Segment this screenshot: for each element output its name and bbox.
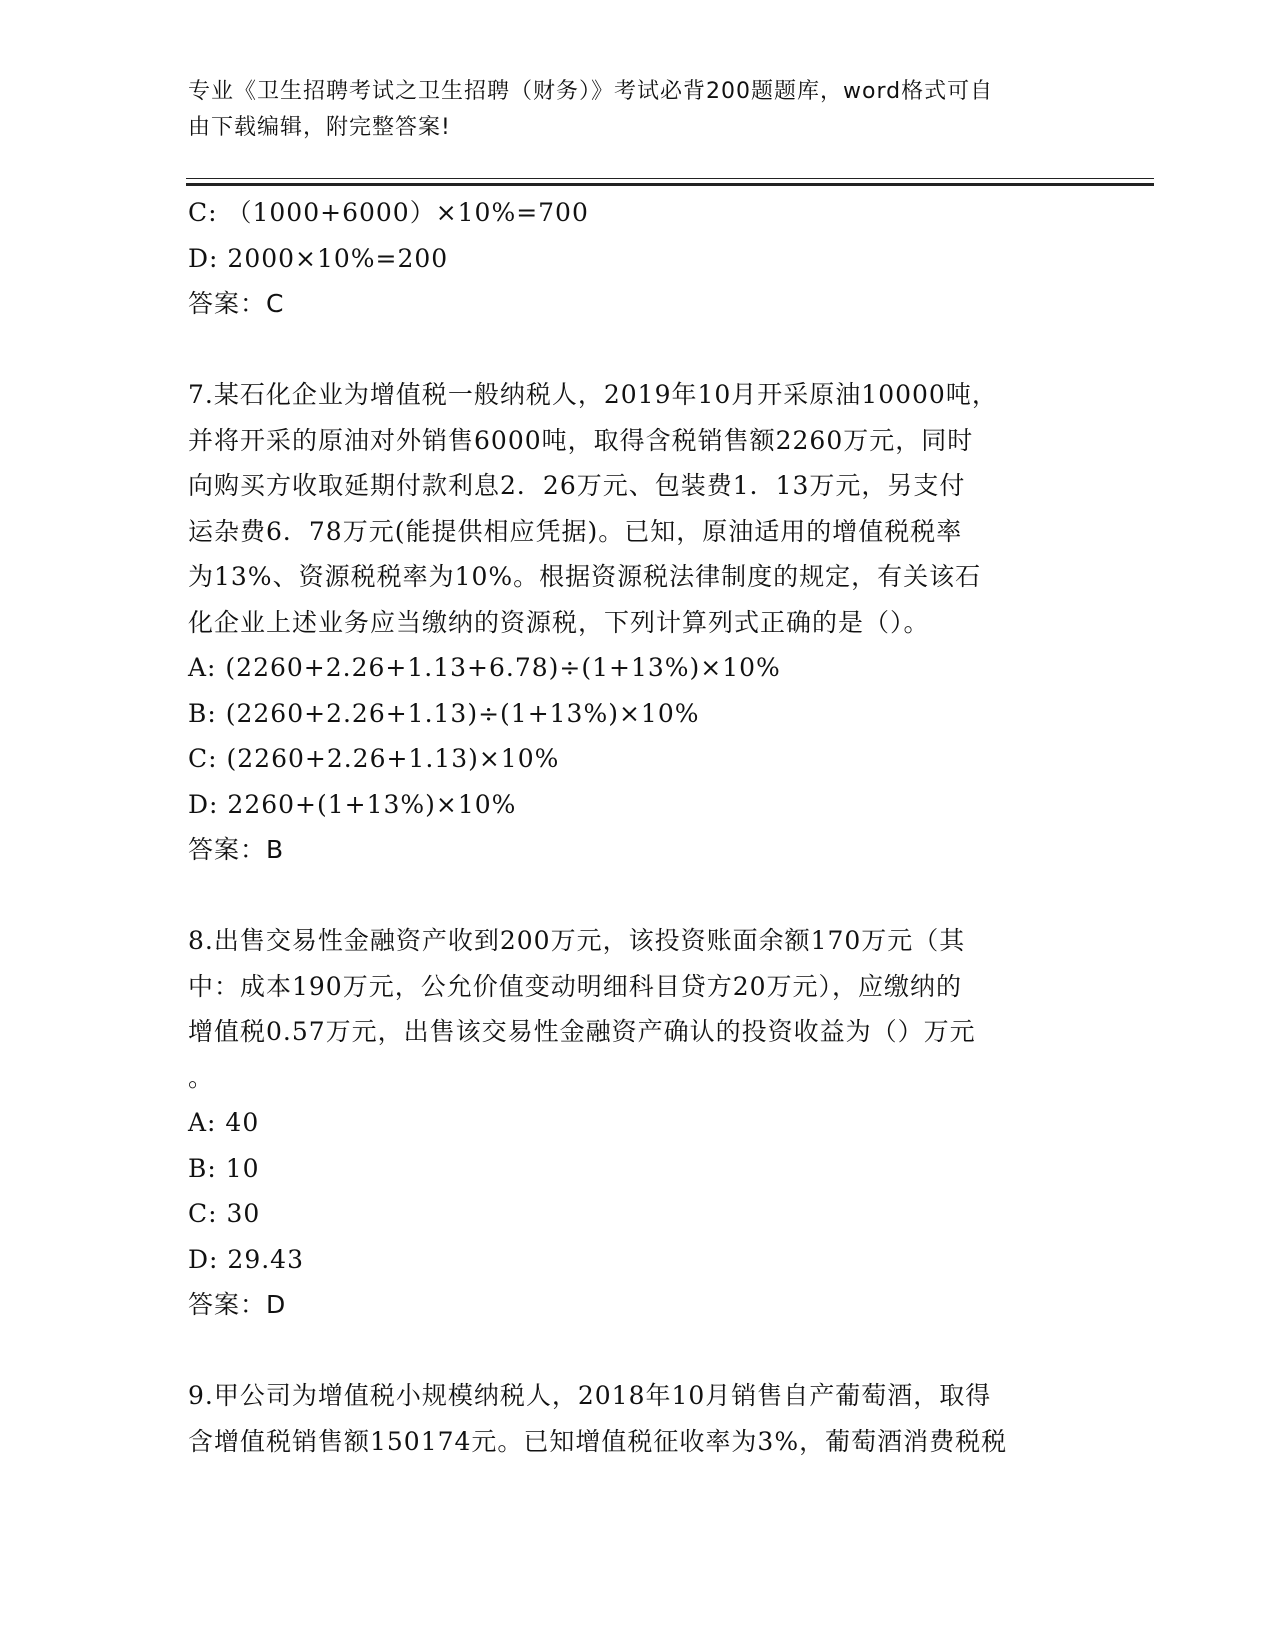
question-text-line: 7.某石化企业为增值税一般纳税人，2019年10月开采原油10000吨， bbox=[188, 380, 998, 409]
question-text-line: 9.甲公司为增值税小规模纳税人，2018年10月销售自产葡萄酒，取得 bbox=[188, 1381, 992, 1410]
answer-line: 答案：B bbox=[188, 835, 285, 864]
question-text-line: 。 bbox=[188, 1062, 215, 1092]
header-rule-thick bbox=[186, 183, 1154, 186]
option-d: D: 29.43 bbox=[188, 1244, 304, 1274]
answer-line: 答案：C bbox=[188, 289, 285, 318]
option-d: D: 2260+(1+13%)×10% bbox=[188, 789, 517, 819]
question-text-line: 含增值税销售额150174元。已知增值税征收率为3%，葡萄酒消费税税 bbox=[188, 1426, 1008, 1456]
question-text-line: 化企业上述业务应当缴纳的资源税，下列计算列式正确的是（）。 bbox=[188, 607, 930, 637]
header-rule-thin bbox=[186, 178, 1154, 179]
previous-question-tail bbox=[188, 190, 1088, 327]
document-body bbox=[188, 190, 1088, 1464]
header-line-1: 专业《卫生招聘考试之卫生招聘（财务）》考试必背200题题库，word格式可自 bbox=[188, 79, 994, 104]
option-c: C: （1000+6000）×10%=700 bbox=[188, 198, 589, 227]
spacer bbox=[188, 327, 1088, 373]
option-a: A: 40 bbox=[188, 1108, 260, 1137]
option-b: B: 10 bbox=[188, 1153, 260, 1183]
option-d: D: 2000×10%=200 bbox=[188, 243, 449, 273]
question-text-line: 中：成本190万元，公允价值变动明细科目贷方20万元），应缴纳的 bbox=[188, 971, 963, 1001]
document-header bbox=[188, 74, 1068, 146]
spacer bbox=[188, 873, 1088, 919]
spacer bbox=[188, 1328, 1088, 1374]
question-8 bbox=[188, 918, 1088, 1328]
option-c: C: 30 bbox=[188, 1199, 261, 1228]
header-line-2: 由下载编辑，附完整答案! bbox=[188, 115, 451, 140]
option-b: B: (2260+2.26+1.13)÷(1+13%)×10% bbox=[188, 698, 700, 728]
answer-line: 答案：D bbox=[188, 1290, 287, 1319]
question-text-line: 为13%、资源税税率为10%。根据资源税法律制度的规定，有关该石 bbox=[188, 562, 982, 591]
question-text-line: 8.出售交易性金融资产收到200万元，该投资账面余额170万元（其 bbox=[188, 926, 966, 955]
question-text-line: 运杂费6．78万元(能提供相应凭据)。已知，原油适用的增值税税率 bbox=[188, 516, 963, 546]
question-7 bbox=[188, 372, 1088, 873]
question-9 bbox=[188, 1373, 1088, 1464]
question-text-line: 增值税0.57万元，出售该交易性金融资产确认的投资收益为（）万元 bbox=[188, 1017, 976, 1046]
option-a: A: (2260+2.26+1.13+6.78)÷(1+13%)×10% bbox=[188, 653, 781, 682]
question-text-line: 向购买方收取延期付款利息2．26万元、包装费1．13万元，另支付 bbox=[188, 471, 966, 500]
question-text-line: 并将开采的原油对外销售6000吨，取得含税销售额2260万元，同时 bbox=[188, 425, 974, 455]
option-c: C: (2260+2.26+1.13)×10% bbox=[188, 744, 560, 773]
